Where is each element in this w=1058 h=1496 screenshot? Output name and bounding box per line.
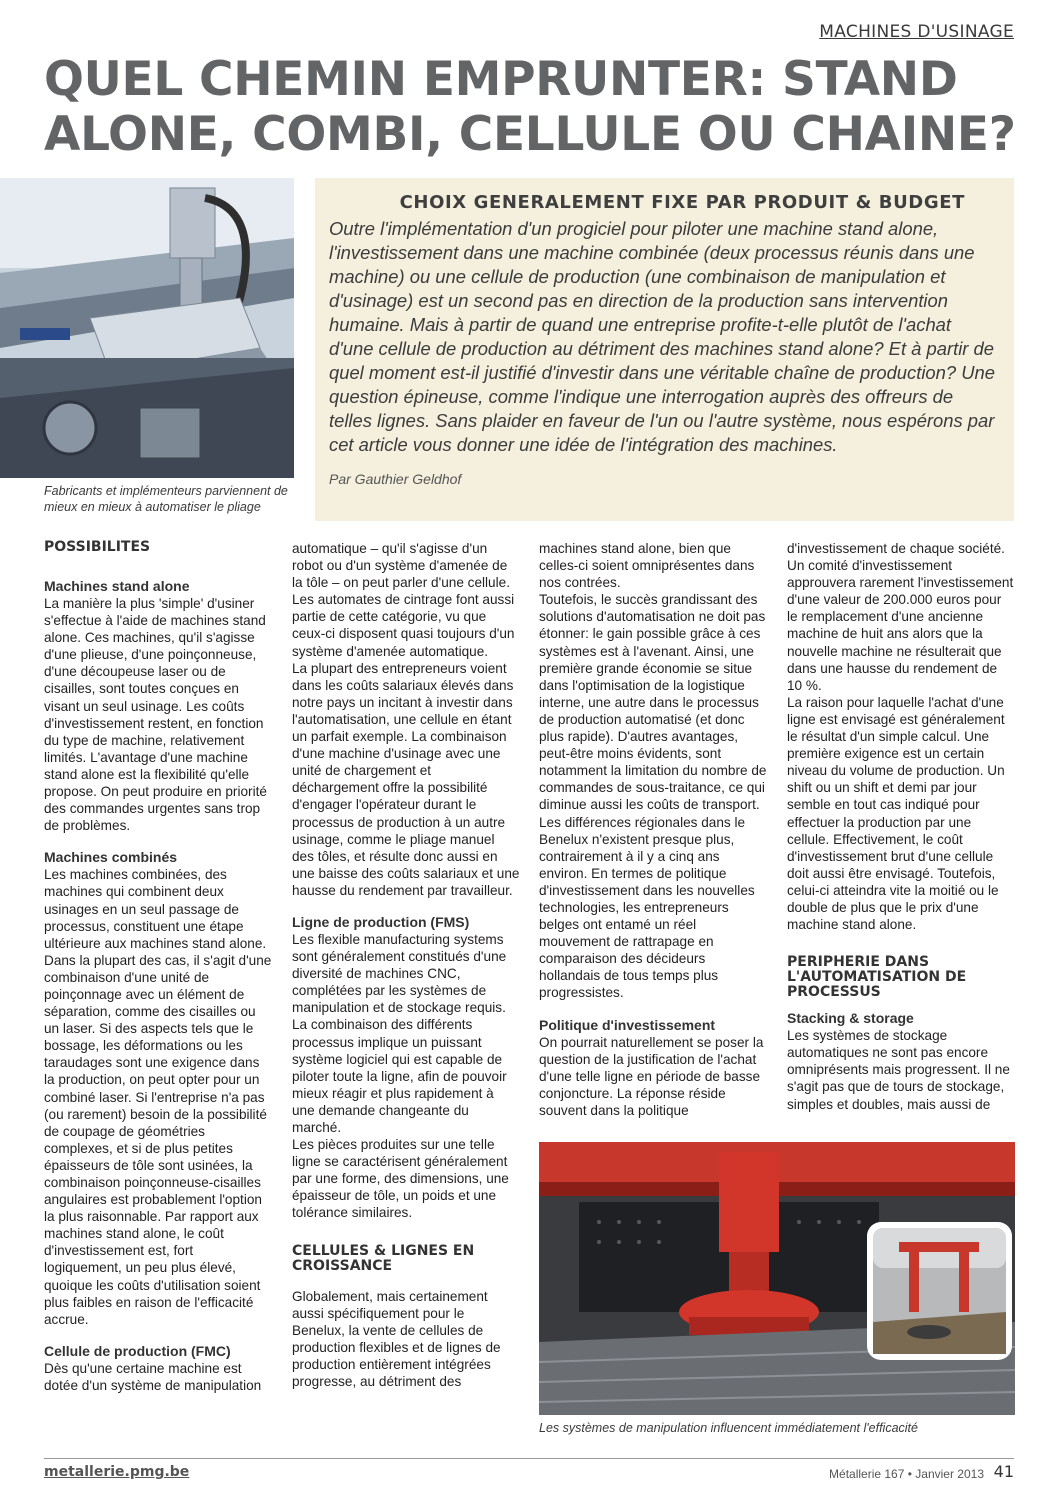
paragraph: La raison pour laquelle l'achat d'une ligne est envisagé est généralement le résultat d'un simple calcul. Une première exigence est un certain niveau du volume de production. Un shift ou un shift et demi par jour semble en tout cas indiqué pour effectuer la production par une cellule. Effectivement, le coût d'investissement brut d'une cellule doit aussi être envisagé. Toutefois, celui-ci atteindra vite la moitié ou le double de plus que le prix d'une machine stand alone. <box>787 694 1005 933</box>
heading-cellules: CELLULES & LIGNES EN CROISSANCE <box>292 1242 475 1274</box>
paragraph: Dès qu'une certaine machine est dotée d'un système de manipulation <box>44 1360 262 1393</box>
subheading-politique: Politique d'investissement <box>539 1016 716 1033</box>
paragraph: La manière la plus 'simple' d'usiner s'effectue à l'aide de machines stand alone. Ces machines, qu'il s'agisse d'une plieuse, d'une poinçonneuse, d'une découpeuse laser ou de cisailles, sont toutes conçues en visant un seul usinage. Les coûts d'investissement restent, en fonction du type de machine, relativement limités. L'avantage d'une machine stand alone est la flexibilité qu'elle propose. On peut produire en priorité des commandes urgentes sans trop de problèmes. <box>44 596 267 834</box>
handling-system-photo <box>539 1142 1015 1415</box>
footer-website-link[interactable]: metallerie.pmg.be <box>44 1464 190 1480</box>
paragraph: Les différences régionales dans le Benelux n'existent presque plus, contrairement à il y a cinq ans environ. En termes de politique d'investissement dans les nouvelles technologies, les entrepreneurs belges ont entamé un réel mouvement de rattrapage en comparaison des décideurs hollandais de tous temps plus progressistes. <box>539 814 755 1001</box>
intro-box <box>315 178 1014 521</box>
subheading-fmc: Cellule de production (FMC) <box>44 1342 231 1359</box>
intro-title: CHOIX GENERALEMENT FIXE PAR PRODUIT & BUDGET <box>399 192 965 213</box>
press-brake-photo <box>0 178 294 478</box>
column-2 <box>292 540 520 1390</box>
paragraph: d'investissement de chaque société. Un comité d'investissement approuvera rarement l'investissement d'une valeur de 200.000 euros pour le remplacement d'une ancienne machine de huit ans alors que la nouvelle machine ne résulterait que dans une hausse du rendement de 10 %. <box>787 541 1014 693</box>
byline: Par Gauthier Geldhof <box>329 471 462 487</box>
column-4 <box>787 540 1015 1113</box>
subheading-fms: Ligne de production (FMS) <box>292 913 470 930</box>
heading-possibilites: POSSIBILITES <box>44 539 151 555</box>
headline: QUEL CHEMIN EMPRUNTER: STAND ALONE, COMBI, CELLULE OU CHAINE? <box>44 52 1016 162</box>
paragraph: Les machines combinées, des machines qui combinent deux usinages en un seul passage de processus, constituent une étape ultérieure aux machines stand alone. Dans la plupart des cas, il s'agit d'une combinaison d'une unité de poinçonnage avec un élément de séparation, comme des cisailles ou un laser. Si des aspects tels que le bossage, les déformations ou les taraudages sont une exigence dans la production, on peut opter pour un combiné laser. Si l'entreprise n'a pas (ou rarement) besoin de la possibilité de coupage de géométries complexes, et si de plus petites épaisseurs de tôle sont usinées, la combinaison poinçonneuse-cisailles angulaires est probablement l'option la plus raisonnable. Par rapport aux machines stand alone, le coût d'investissement est, fort logiquement, un peu plus élevé, quoique les coûts d'utilisation soient plus faibles en raison de l'efficacité accrue. <box>44 867 272 1327</box>
paragraph: Les systèmes de stockage automatiques ne sont pas encore omniprésents mais progressent. Il ne s'agit pas que de tours de stockage, simples et doubles, mais aussi de <box>787 1028 1010 1112</box>
subheading-combines: Machines combinés <box>44 849 178 866</box>
paragraph: Les pièces produites sur une telle ligne se caractérisent généralement par une forme, des dimensions, une épaisseur de tôle, un poids et une tolérance similaires. <box>292 1137 509 1221</box>
photo-top-caption: Fabricants et implémenteurs parviennent de mieux en mieux à automatiser le pliage <box>44 484 288 514</box>
paragraph: machines stand alone, bien que celles-ci soient omniprésentes dans nos contrées. <box>539 541 755 591</box>
column-3 <box>539 540 767 1119</box>
paragraph: Les flexible manufacturing systems sont généralement constitués d'une diversité de machines CNC, complétées par les systèmes de manipulation et de stockage requis. La combinaison des différents processus implique un puissant système logiciel qui est capable de piloter toute la ligne, afin de pouvoir mieux réagir et plus rapidement à une demande changeante du marché. <box>292 931 507 1135</box>
subheading-stand-alone: Machines stand alone <box>44 578 190 594</box>
photo-bottom-caption: Les systèmes de manipulation influencent immédiatement l'efficacité <box>539 1421 918 1435</box>
paragraph: On pourrait naturellement se poser la question de la justification de l'achat d'une telle ligne en période de basse conjoncture. La réponse réside souvent dans la politique <box>539 1034 764 1118</box>
section-tag: MACHINES D'USINAGE <box>819 22 1014 42</box>
footer-issue: Métallerie 167 • Janvier 2013 <box>829 1467 984 1481</box>
heading-peripherie: PERIPHERIE DANS L'AUTOMATISATION DE PROCESSUS <box>787 954 967 1001</box>
paragraph: Globalement, mais certainement aussi spécifiquement pour le Benelux, la vente de cellules de production flexibles et de lignes de production entièrement intégrées progresse, au détriment des <box>292 1288 501 1390</box>
paragraph: Toutefois, le succès grandissant des solutions d'automatisation ne doit pas étonner: le gain possible grâce à ces systèmes est à l'avenant. Ainsi, une première grande économie se situe dans l'optimisation de la logistique interne, une autre dans le processus de production automatisé (et donc plus rapide). D'autres avantages, peut-être moins évidents, sont notamment la limitation du nombre de commandes de sous-traitance, ce qui diminue aussi les coûts de transport. <box>539 592 767 813</box>
page-number: 41 <box>993 1462 1014 1481</box>
subheading-stacking: Stacking & storage <box>787 1010 914 1027</box>
footer-divider <box>44 1458 1014 1459</box>
intro-text: Outre l'implémentation d'un progiciel pour piloter une machine stand alone, l'investissement dans une machine combinée (deux processus réunis dans une machine) ou une cellule de production (une combinaison de manipulation et d'usinage) est un second pas en direction de la production sans intervention humaine. Mais à partir de quand une entreprise profite-t-elle plutôt de l'achat d'une cellule de production au détriment des machines stand alone? Et à partir de quel moment est-il justifié d'investir dans une véritable chaîne de production? Une question épineuse, comme l'indique une interrogation auprès des offreurs de telles lignes. Sans plaider en faveur de l'un ou l'autre système, nous espérons par cet article vous donner une idée de l'intégration des machines. <box>329 218 995 455</box>
column-1 <box>44 540 272 1394</box>
paragraph: La plupart des entrepreneurs voient dans les coûts salariaux élevés dans notre pays un incitant à investir dans l'automatisation, une cellule en étant un parfait exemple. La combinaison d'une machine d'usinage avec une unité de chargement et déchargement offre la possibilité d'engager l'opérateur durant le processus de production à un autre usinage, comme le pliage manuel des tôles, et résulte donc aussi en une baisse des coûts salariaux et une hausse du rendement par travailleur. <box>292 660 520 898</box>
paragraph: automatique – qu'il s'agisse d'un robot ou d'un système d'amenée de la tôle – on peut parler d'une cellule. Les automates de cintrage font aussi partie de cette catégorie, vu que ceux-ci disposent quasi toujours d'un système d'amenée automatique. <box>292 541 515 659</box>
